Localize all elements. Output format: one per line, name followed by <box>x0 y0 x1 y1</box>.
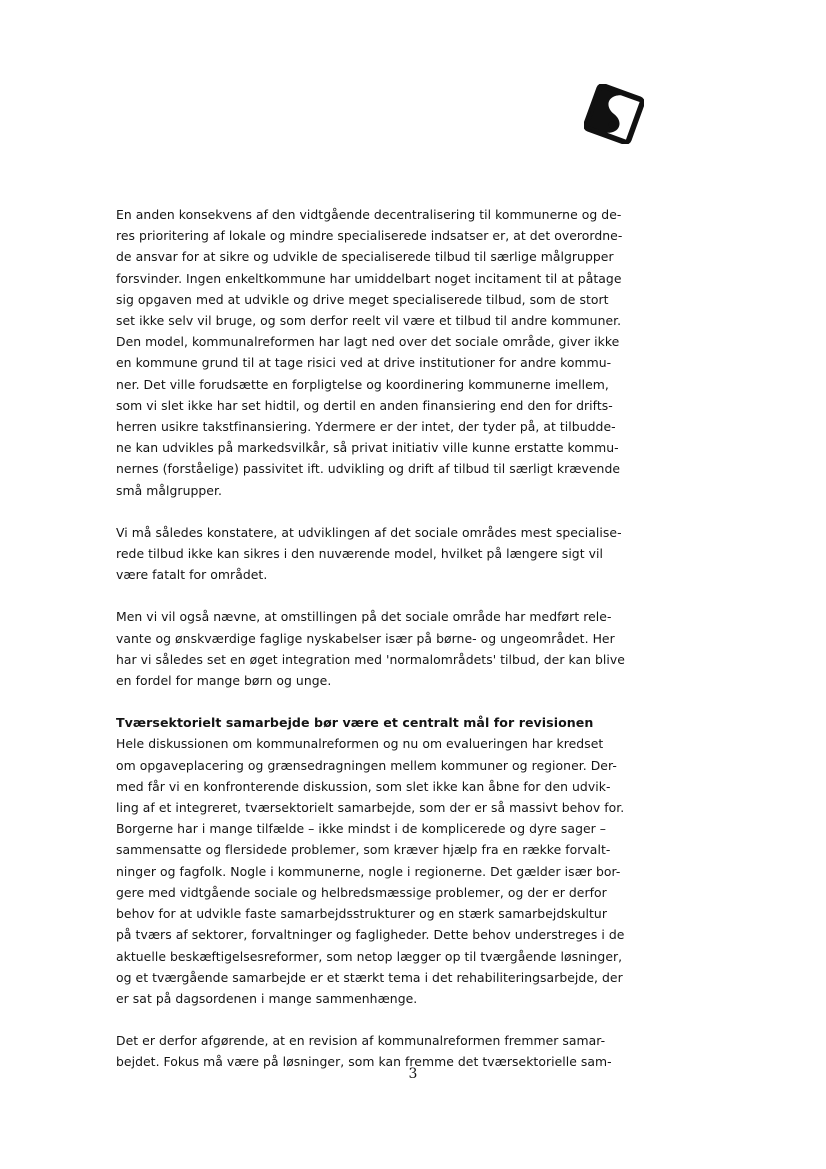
paragraph-innovations: Men vi vil også nævne, at omstillingen på det sociale område har medført rele- vante og ønskværdige faglige nyskabelser især på børne- og ungeområdet. Her har vi således set en øget integration med 'normalområdets' tilbud, der kan blive en fordel for mange børn og unge. <box>116 609 625 689</box>
paragraph-conclusion: Vi må således konstatere, at udviklingen af det sociale områdes mest specialise- rede tilbud ikke kan sikres i den nuværende model, hvilket på længere sigt vil være fatalt for området. <box>116 524 622 583</box>
paragraph-final: Det er derfor afgørende, at en revision af kommunalreformen fremmer samar- bejdet. Fokus må være på løsninger, som kan fremme det tværsektorielle sam- <box>116 1033 612 1070</box>
paragraph-decentralisation: En anden konsekvens af den vidtgående decentralisering til kommunerne og de- res prioritering af lokale og mindre specialiserede indsatser er, at det overordne- de ansvar for at sikre og udvikle de specialiserede tilbud til særlige målgrupper forsvinder. Ingen enkeltkommune har umiddelbart noget incitament til at påtage sig opgaven med at udvikle og drive meget specialiserede tilbud, som de stort set ikke selv vil bruge, og som derfor reelt vil være et tilbud til andre kommuner. Den model, kommunalreformen har lagt ned over det sociale område, giver ikke en kommune grund til at tage risici ved at drive institutioner for andre kommu- ner. Det ville forudsætte en forpligtelse og koordinering kommunerne imellem, som vi slet ikke har set hidtil, og dertil en anden finansiering end den for drifts- herren usikre takstfinansiering. Ydermere er der intet, der tyder på, at tilbudde- ne kan udvikles på markedsvilkår, så privat initiativ ville kunne erstatte kommu- nernes (forståelige) passivitet ift. udvikling og drift af tilbud til særligt krævende små målgrupper. <box>116 207 623 498</box>
section-heading: Tværsektorielt samarbejde bør være et centralt mål for revisionen <box>116 715 594 731</box>
section-cross-sector: Tværsektorielt samarbejde bør være et centralt mål for revisionen Hele diskussionen om kommunalreformen og nu om evalueringen har kredset om opgaveplacering og grænsedragningen mellem kommuner og regioner. Der- med får vi en konfronterende diskussion, som slet ikke kan åbne for den udvik- ling af et integreret, tværsektorielt samarbejde, som der er så massivt behov for. Borgerne har i mange tilfælde – ikke mindst i de komplicerede og dyre sager – sammensatte og flersidede problemer, som kræver hjælp fra en række forvalt- ninger og fagfolk. Nogle i kommunerne, nogle i regionerne. Det gælder især bor- gere med vidtgående sociale og helbredsmæssige problemer, og der er derfor behov for at udvikle faste samarbejdsstrukturer og en stærk samarbejdskultur på tværs af sektorer, forvaltninger og fagligheder. Dette behov understreges i de aktuelle beskæftigelsesreformer, som netop lægger op til tværgående løsninger, og et tværgående samarbejde er et stærkt tema i det rehabiliteringsarbejde, der er sat på dagsordenen i mange sammenhænge. <box>116 712 664 1009</box>
document-body <box>116 204 664 1073</box>
yin-yang-diamond-logo-icon <box>584 84 644 144</box>
page-number: 3 <box>408 1066 418 1082</box>
